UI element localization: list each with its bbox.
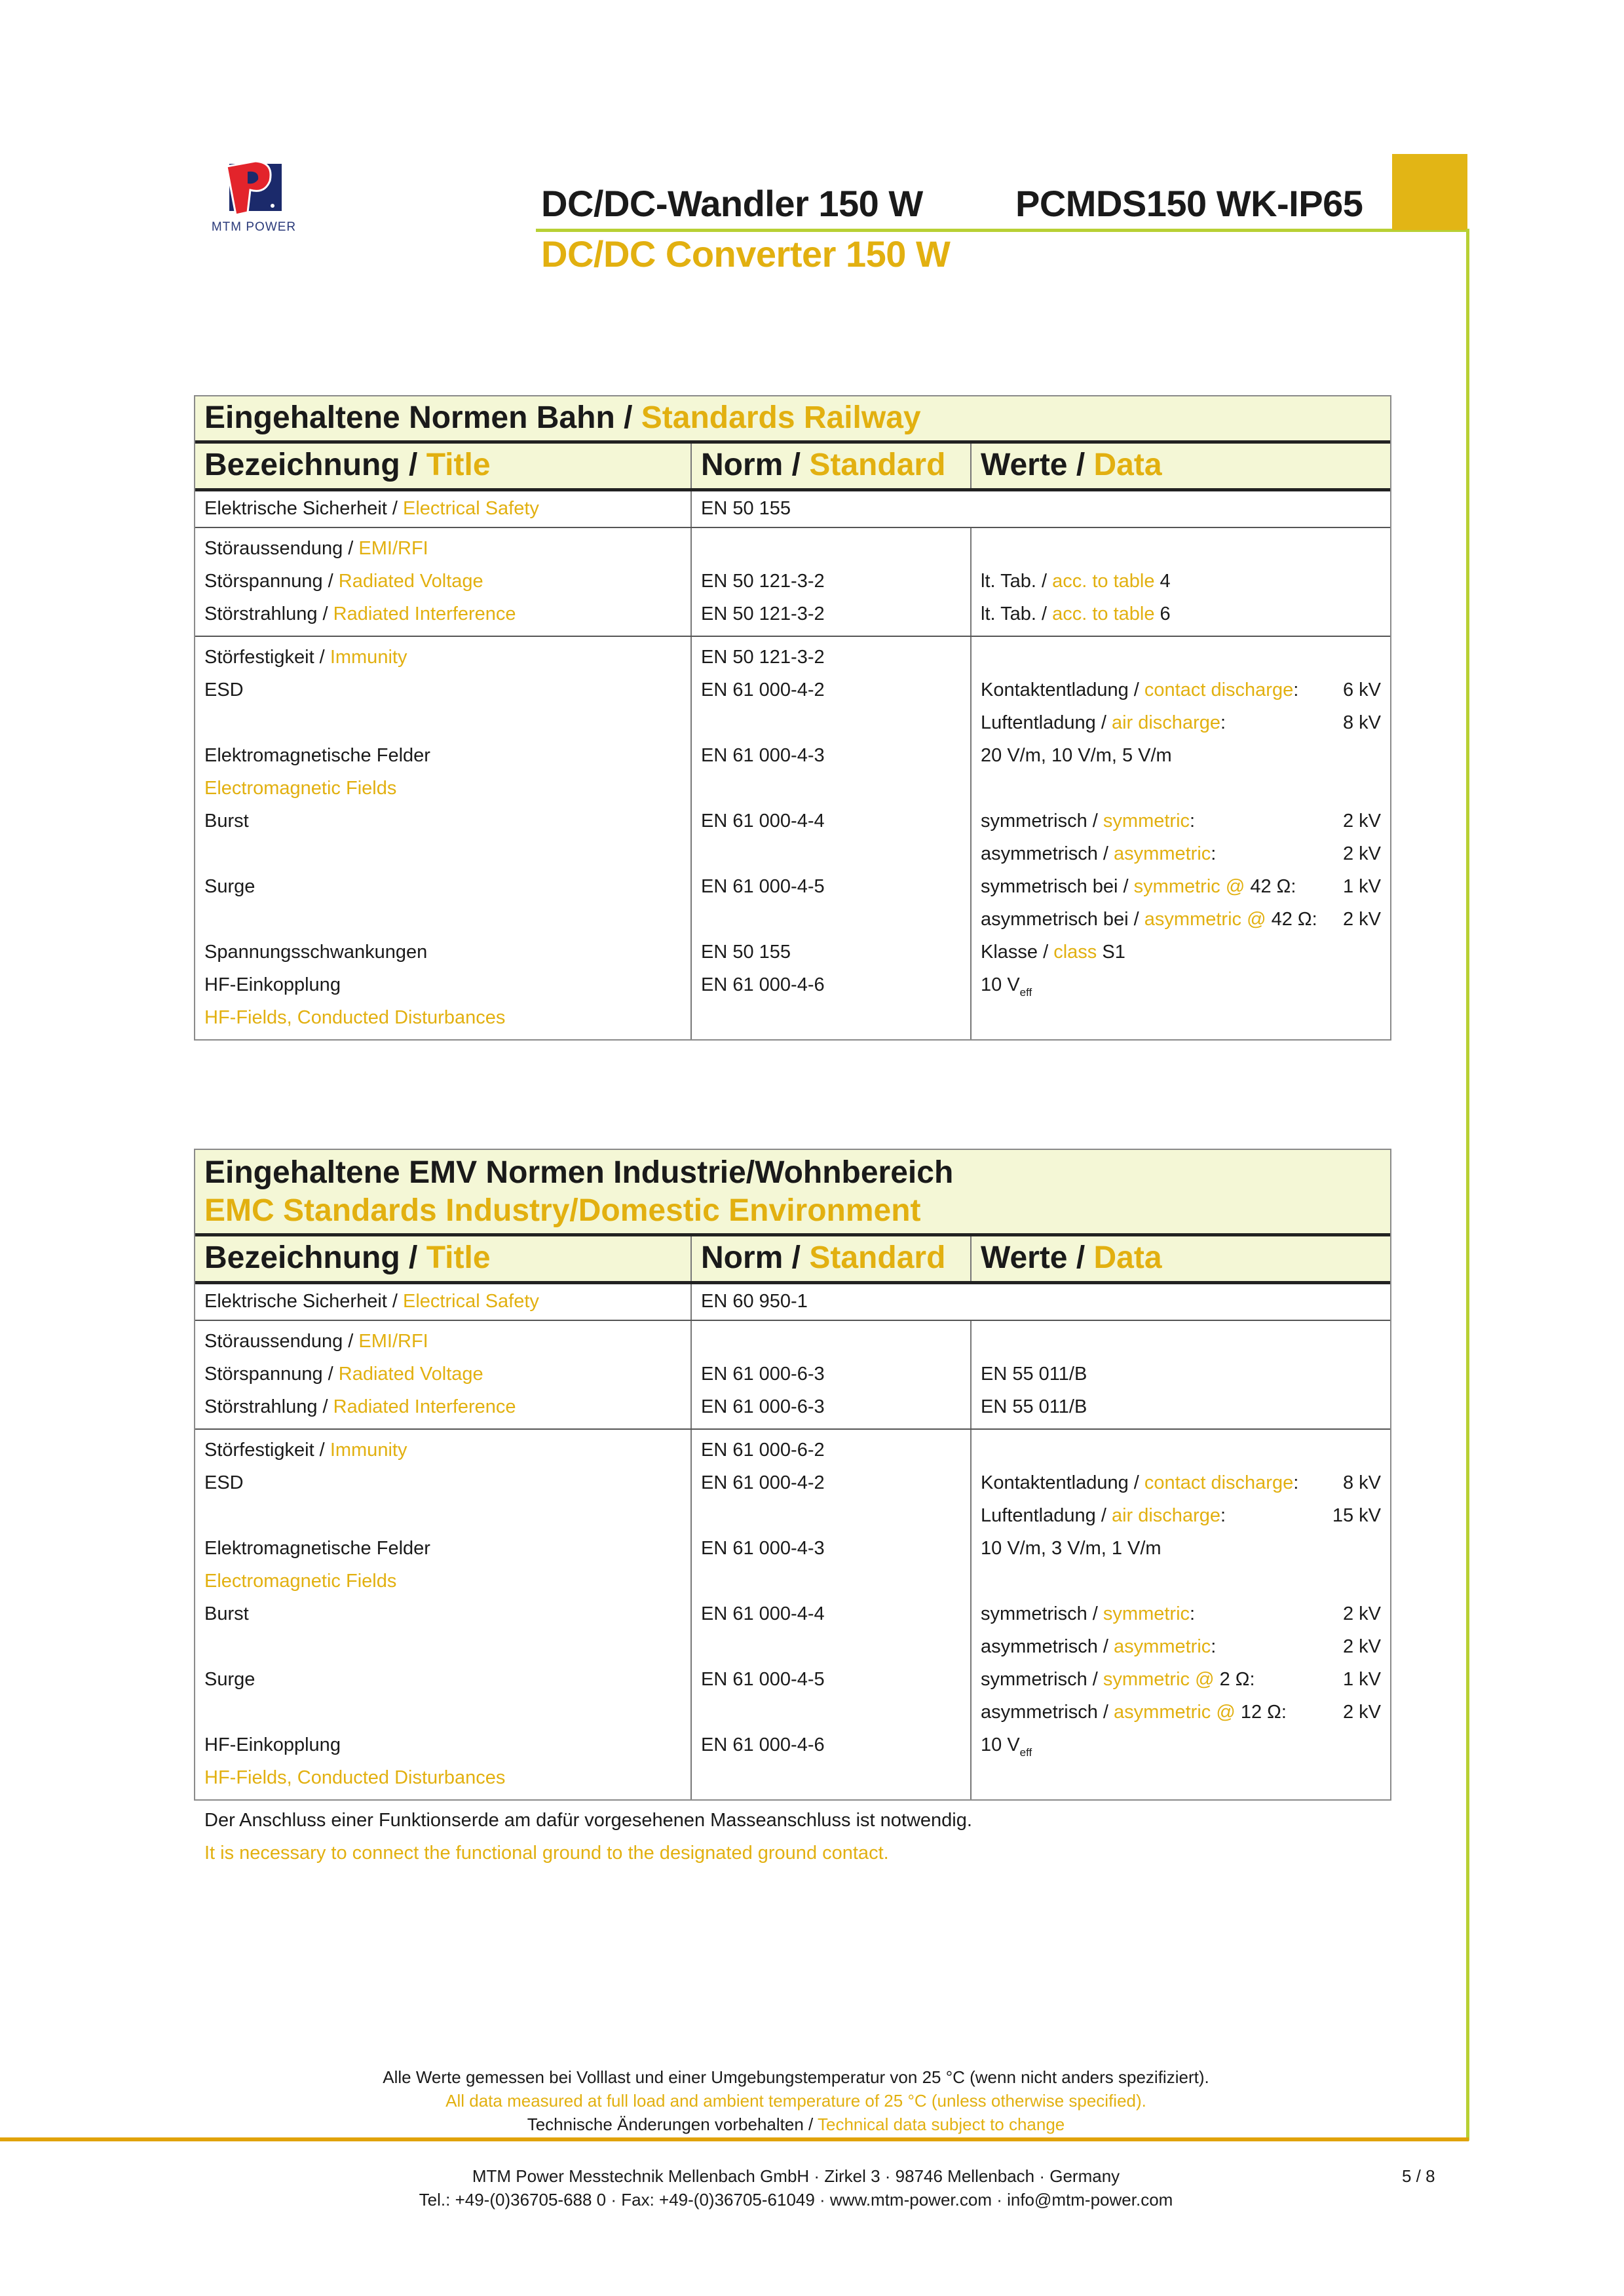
right-margin-rule bbox=[1466, 229, 1469, 2141]
table-row-emission: Störaussendung / EMI/RFI Störspannung / Radiated Voltage Störstrahlung / Radiated Interference EN 61 000-6-3 EN 61 000-6-3 EN 55 011/B EN 55 011/B bbox=[195, 1321, 1390, 1430]
column-header-data: Werte / Data bbox=[981, 1240, 1162, 1275]
table-title-de: Eingehaltene EMV Normen Industrie/Wohnbereich bbox=[204, 1155, 954, 1190]
change-note: Technische Änderungen vorbehalten / Technical data subject to change bbox=[527, 2114, 1065, 2134]
column-header-title: Bezeichnung / Title bbox=[195, 1236, 692, 1281]
measurement-note-de: Alle Werte gemessen bei Volllast und einer Umgebungstemperatur von 25 °C (wenn nicht anders spezifiziert). bbox=[383, 2067, 1209, 2087]
table-title-en: Standards Railway bbox=[641, 400, 921, 435]
column-header-data: Werte / Data bbox=[981, 448, 1162, 482]
norm-value: EN 50 155 bbox=[701, 498, 791, 519]
corner-accent-block bbox=[1392, 154, 1467, 230]
footer-divider bbox=[0, 2137, 1469, 2141]
company-contact: Tel.: +49-(0)36705-688 0 · Fax: +49-(0)36705-61049 · www.mtm-power.com · info@mtm-power.com bbox=[419, 2190, 1173, 2210]
table-title-band bbox=[195, 1150, 1390, 1236]
column-header-standard: Norm / Standard bbox=[692, 444, 972, 488]
page-number: 5 / 8 bbox=[1402, 2166, 1435, 2186]
table-row-immunity: Störfestigkeit / Immunity ESD Elektromagnetische Felder Electromagnetic Fields Burst Surge HF-Einkopplung HF-Fields, Conducted Disturbances EN 61 000-6-2 EN 61 000-4-2 EN 61 000-4-3 EN 61 000-4-4 EN 61 000-4-5 EN 61 000-4-6 Kontaktentladung / contact discharge: 8 kV Luftentladung / air discharge: 15 kV 10 V/m, 3 V/m, 1 V/m symmetrisch / symmetric: 2 kV asymmetrisch / asymmetric: 2 kV symmetrisch / symmetric @ 2 Ω: 1 kV asymmetrisch / asymmetric @ 12 Ω: 2 kV 10 $V_{eff}$ bbox=[195, 1430, 1390, 1799]
table-header-row bbox=[195, 444, 1390, 491]
product-title-en: DC/DC Converter 150 W bbox=[541, 233, 951, 275]
emc-standards-table bbox=[194, 1149, 1391, 1801]
column-header-title: Bezeichnung / Title bbox=[195, 444, 692, 488]
table-row-safety: Elektrische Sicherheit / Electrical Safety EN 60 950-1 bbox=[195, 1284, 1390, 1321]
measurement-note-en: All data measured at full load and ambient temperature of 25 °C (unless otherwise specified). bbox=[445, 2091, 1146, 2111]
table-title-de: Eingehaltene Normen Bahn / bbox=[204, 400, 641, 435]
column-header-standard: Norm / Standard bbox=[692, 1236, 972, 1281]
table-title-en: EMC Standards Industry/Domestic Environment bbox=[204, 1193, 921, 1228]
railway-standards-table bbox=[194, 395, 1391, 1041]
table-row-immunity: Störfestigkeit / Immunity ESD Elektromagnetische Felder Electromagnetic Fields Burst Surge Spannungsschwankungen HF-Einkopplung HF-Fields, Conducted Disturbances EN 50 121-3-2 EN 61 000-4-2 EN 61 000-4-3 EN 61 000-4-4 EN 61 000-4-5 EN 50 155 EN 61 000-4-6 Kontaktentladung / contact discharge: 6 kV Luftentladung / air discharge: 8 kV 20 V/m, 10 V/m, 5 V/m symmetrisch / symmetric: 2 kV asymmetrisch / asymmetric: 2 kV symmetrisch bei / symmetric @ 42 Ω: 1 kV asymmetrisch bei / asymmetric @ 42 Ω: 2 kV Klasse / class S1 10 $V_{eff}$ bbox=[195, 637, 1390, 1039]
logo-wordmark: MTM POWER bbox=[211, 220, 297, 234]
product-title-de: DC/DC-Wandler 150 W bbox=[541, 183, 923, 224]
table-title-band bbox=[195, 396, 1390, 444]
table-header-row bbox=[195, 1236, 1390, 1284]
ground-note-en: It is necessary to connect the functional ground to the designated ground contact. bbox=[204, 1843, 889, 1864]
company-address: MTM Power Messtechnik Mellenbach GmbH · Zirkel 3 · 98746 Mellenbach · Germany bbox=[472, 2166, 1120, 2186]
product-model: PCMDS150 WK-IP65 bbox=[1015, 183, 1363, 224]
table-row-safety: Elektrische Sicherheit / Electrical Safety EN 50 155 bbox=[195, 491, 1390, 528]
header-divider bbox=[536, 229, 1467, 232]
mtm-power-logo-icon bbox=[221, 157, 287, 216]
ground-note-de: Der Anschluss einer Funktionserde am dafür vorgesehenen Masseanschluss ist notwendig. bbox=[204, 1810, 972, 1831]
table-row-emission: Störaussendung / EMI/RFI Störspannung / Radiated Voltage Störstrahlung / Radiated Interference EN 50 121-3-2 EN 50 121-3-2 lt. Tab. / acc. to table 4 lt. Tab. / acc. to table 6 bbox=[195, 528, 1390, 637]
